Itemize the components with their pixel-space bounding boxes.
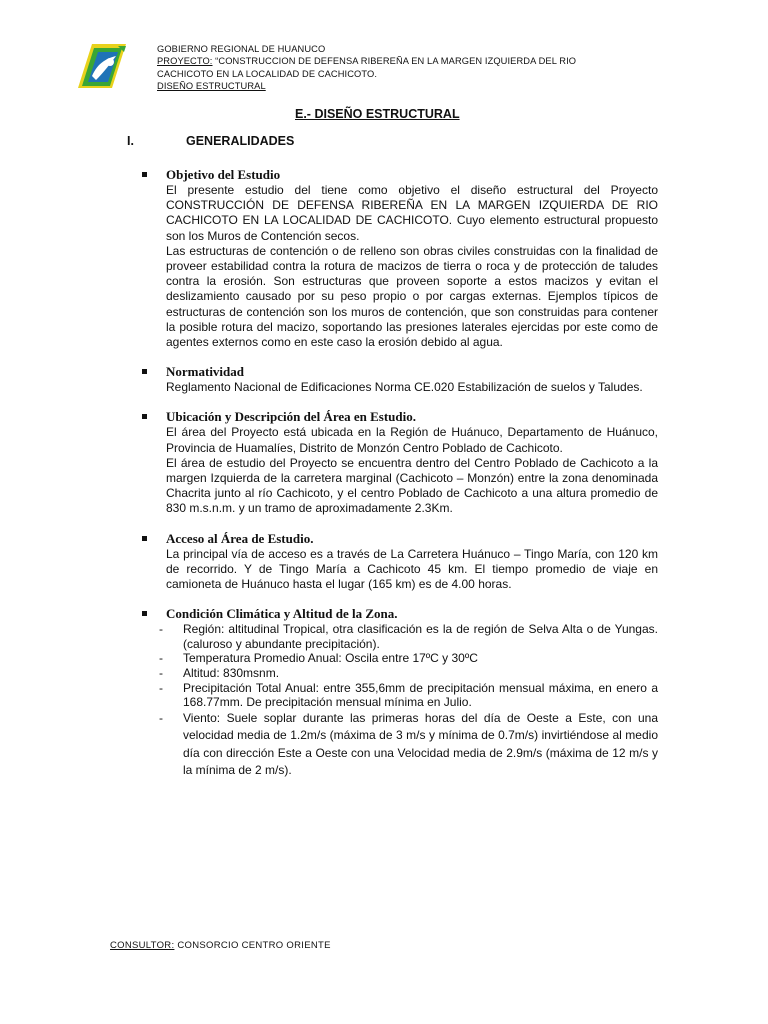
page-title: E.- DISEÑO ESTRUCTURAL [295,107,460,121]
dash-marker: - [159,651,163,666]
dash-marker: - [159,622,163,637]
document-body [140,167,658,794]
chapter-label: GENERALIDADES [186,134,295,148]
section-title-ubicacion: Ubicación y Descripción del Área en Estudio. [166,409,417,425]
chapter-heading [127,134,294,148]
bullet-icon [142,536,147,541]
clima-list [159,622,658,780]
footer-label: CONSULTOR: [110,940,175,951]
document-header [157,43,637,92]
header-project-line1: “CONSTRUCCION DE DEFENSA RIBEREÑA EN LA MARGEN IZQUIERDA DEL RIO [212,56,577,67]
section-clima [140,606,658,780]
objetivo-paragraph-1: El presente estudio del tiene como objetivo el diseño estructural del Proyecto CONSTRUCCIÓN DE DEFENSA RIBEREÑA EN LA MARGEN IZQUIERDA DE RIO CACHICOTO EN LA LOCALIDAD DE CACHICOTO. Cuyo elemento estructural propuesto son los Muros de Contención secos. [166,183,658,243]
header-section: DISEÑO ESTRUCTURAL [157,80,266,91]
normatividad-paragraph: Reglamento Nacional de Edificaciones Norma CE.020 Estabilización de suelos y Taludes. [166,380,643,395]
list-item-text: Altitud: 830msnm. [183,666,280,681]
list-item [159,666,658,681]
ubicacion-paragraph-1: El área del Proyecto está ubicada en la Región de Huánuco, Departamento de Huánuco, Provincia de Huamalíes, Distrito de Monzón Centro Poblado de Cachicoto. [166,425,658,455]
list-item-text: Región: altitudinal Tropical, otra clasificación es la de región de Selva Alta o de Yungas.(caluroso y abundante precipitación). [183,622,658,651]
dash-marker: - [159,710,163,725]
document-footer [110,940,331,951]
bullet-icon [142,414,147,419]
list-item [159,651,658,666]
bullet-icon [142,369,147,374]
chapter-number: I. [127,134,134,148]
section-objetivo [140,167,658,350]
section-normatividad [140,364,658,395]
list-item-text: Viento: Suele soplar durante las primeras horas del día de Oeste a Este, con una velocidad media de 1.2m/s (máxima de 3 m/s y mínima de 0.7m/s) invirtiéndose al medio día con dirección Este a Oeste con una Velocidad media de 2.9m/s (máxima de 12 m/s y la mínima de 2 m/s). [183,710,658,778]
regional-government-logo [74,42,130,92]
objetivo-paragraph-2: Las estructuras de contención o de relleno son obras civiles construidas con la finalidad de proveer estabilidad contra la rotura de macizos de tierra o roca y de protección de taludes contra la erosión. Son estructuras que proveen soporte a estos macizos y evitan el deslizamiento causado por su peso propio o por cargas externas. Ejemplos típicos de estructuras de contención son los muros de contención, que son construidas para contener la posible rotura del macizo, soportando las presiones laterales ejercidas por este como de agentes externos como en este caso la erosión debido al agua. [166,243,658,350]
dash-marker: - [159,666,163,681]
header-organization: GOBIERNO REGIONAL DE HUANUCO [157,44,326,54]
list-item-text: Temperatura Promedio Anual: Oscila entre 17ºC y 30ºC [183,651,478,666]
ubicacion-paragraph-2: El área de estudio del Proyecto se encuentra dentro del Centro Poblado de Cachicoto a la margen Izquierda de la carretera marginal (Cachicoto – Monzón) entre la zona denominada Chacrita junto al río Cachicoto, y el centro Poblado de Cachicoto a una altura promedio de 830 m.s.n.m. y un tramo de aproximadamente 2.3Km. [166,455,658,516]
section-title-normatividad: Normatividad [166,364,244,380]
header-project-line2: CACHICOTO EN LA LOCALIDAD DE CACHICOTO. [157,68,378,79]
section-acceso [140,531,658,593]
bullet-icon [142,611,147,616]
section-title-clima: Condición Climática y Altitud de la Zona. [166,606,398,622]
list-item [159,622,658,651]
bullet-icon [142,172,147,177]
section-title-acceso: Acceso al Área de Estudio. [166,530,314,546]
header-project [157,55,637,67]
list-item [159,710,658,780]
footer-value: CONSORCIO CENTRO ORIENTE [174,940,331,951]
dash-marker: - [159,680,163,695]
header-project-label: PROYECTO: [157,56,213,67]
list-item-text: Precipitación Total Anual: entre 355,6mm de precipitación mensual máxima, en enero a 168.77mm. De precipitación mensual mínima en Julio. [183,680,658,710]
section-title-objetivo: Objetivo del Estudio [166,167,281,182]
acceso-paragraph: La principal vía de acceso es a través de La Carretera Huánuco – Tingo María, con 120 km de recorrido. Y de Tingo María a Cachicoto 45 km. El tiempo promedio de viaje en camioneta de Huánuco hasta el lugar (165 km) es de 4.00 horas. [166,546,658,592]
list-item [159,680,658,710]
section-ubicacion [140,409,658,516]
